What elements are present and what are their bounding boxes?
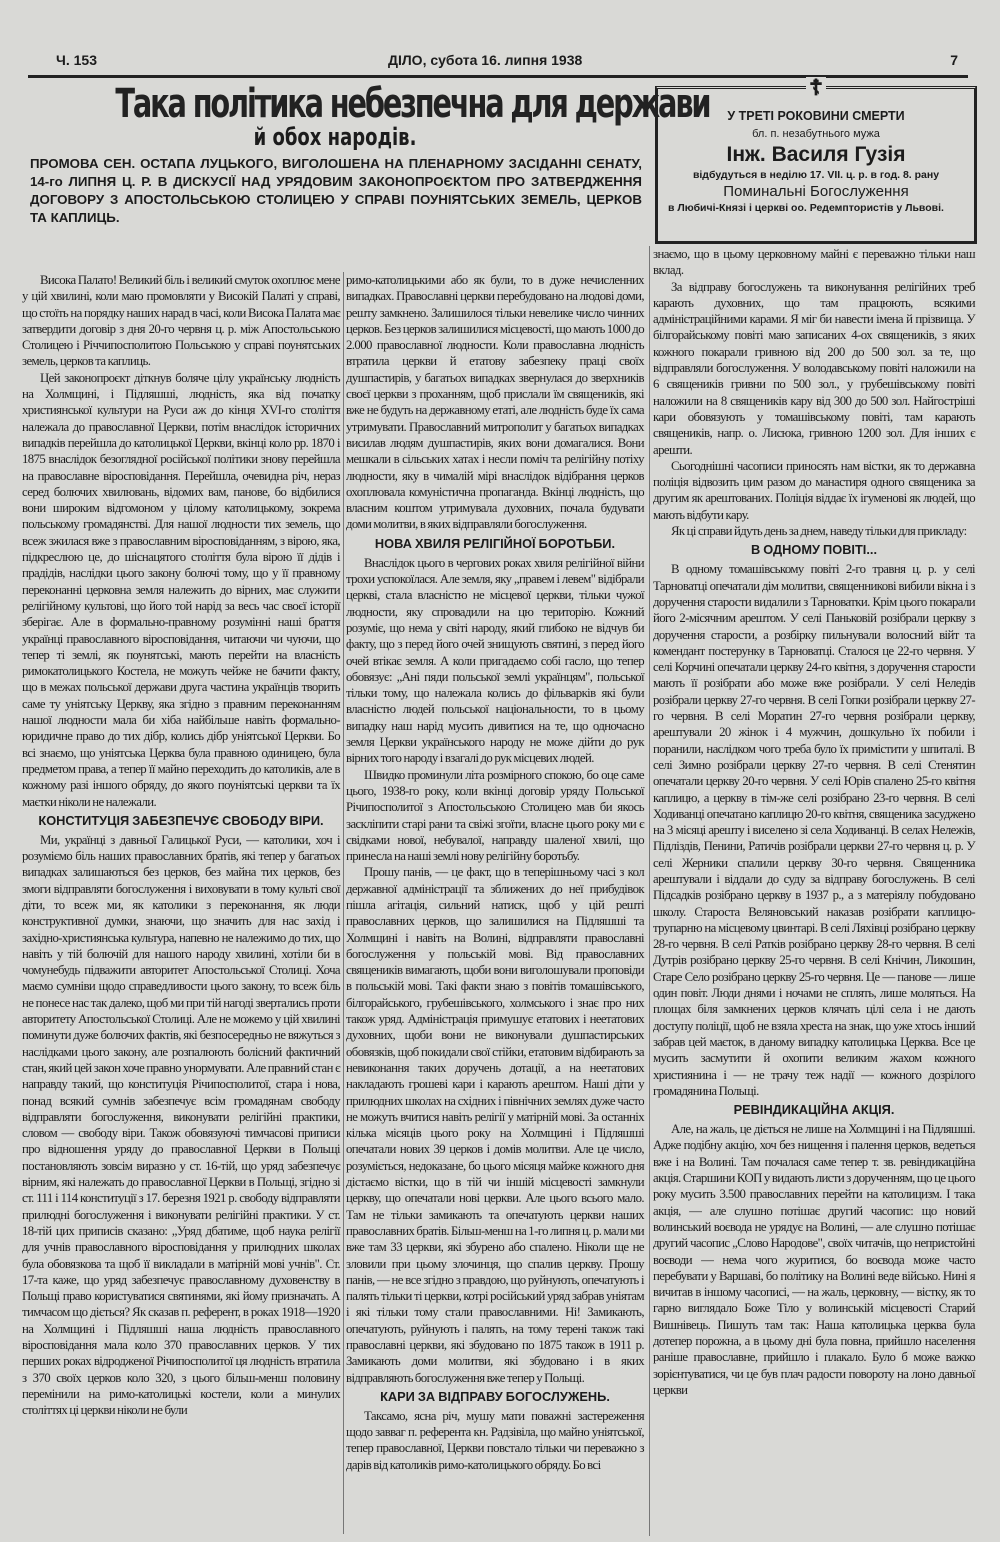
memorial-notice xyxy=(655,75,977,244)
article-title: Така політика небезпечна для держави xyxy=(115,81,710,127)
paragraph: знаємо, що в цьому церковному майні є переважно тільки наш вклад. xyxy=(653,247,975,278)
header-rule xyxy=(28,75,968,78)
section-heading: РЕВІНДИКАЦІЙНА АКЦІЯ. xyxy=(733,1102,895,1118)
page-header xyxy=(28,52,968,72)
notice-line: бл. п. незабутнього мужа xyxy=(752,128,880,140)
paper-date: ДІЛО, субота 16. липня 1938 xyxy=(388,52,583,68)
column-2 xyxy=(346,272,644,1473)
issue-number: Ч. 153 xyxy=(56,52,97,68)
notice-line: У ТРЕТІ РОКОВИНИ СМЕРТИ xyxy=(727,109,905,123)
paragraph: За відправу богослужень та виконування релігійних треб карають духовних, що там працюють, всякими адміністраційними карами. Я міг би навести імена й прізвища. У білгорайському повіті маю записаних 4-ох священиків, з яких кожного покарали гривною від 200 до 500 зол. за те, що відправляли богослуження. У володавському повіті наложили на 6 священиків гривни по 500 зол., у грубешівському повіті наложили на 8 священиків кару від 300 до 500 зол. Найгостріші кари обовязують у томашівському повіті, там карають священиків, напр. о. Лисюка, гривною 1200 зол. Для інших є арешти. xyxy=(653,279,975,457)
page-number: 7 xyxy=(950,52,958,68)
notice-service: Поминальні Богослуження xyxy=(723,183,909,200)
section-heading: КОНСТИТУЦІЯ ЗАБЕЗПЕЧУЄ СВОБОДУ ВІРИ. xyxy=(38,812,324,828)
paragraph: Але, на жаль, це діється не лише на Холмщині і на Підляшші. Адже подібну акцію, хоч без нищення і палення церков, ведеться вже і на Волині. Там почалася саме тепер т. зв. ревіндикаційна акція. Старшини КОП у видають листи з дорученням, що це цього року мусить 3.500 православних перейти на католицизм. І така акція, — але слушно потішає другий часопис: що новий волинський воєвода не урядує на Волині, — але слушно потішає другий часопис „Слово Народове", своїх читачів, що непристойні воєводи — нема чого журитися, бо воєвода може часто перебувати у Варшаві, бо політику на Волині веде військо. Нині я вичитав в іншому часописі, — на жаль, церковну, — вістку, як то гарно виглядало Боже Тіло у волинській місцевості Старий Вишнівець. Пишуть там так: Наша католицька церква була дотепер порожна, а в цьому дні була повна, прийшло населення раніше православне, прийшло і плакало. Було б може важко зорієнтуватися, чи це був плач радости повороту на лоно давньої церкви xyxy=(653,1122,975,1397)
paragraph: Цей законопроєкт діткнув боляче цілу українську людність на Холмщині, і Підляшші, людність, яка від початку християнської культури на Руси аж до кінця XVI-го століття належала до православної Церкви, потім внаслідок історичних випадків перейшла до католицької Церкви, вкінці коло рр. 1870 і 1875 внаслідок безоглядної російської політики знову перейшла на православне віросповідання. Перейшла, очевидна річ, нераз серед болючих хвилювань, відомих вам, панове, бо відбилися вони широким відгомоном у цілому католицькому, зокрема польському громадянстві. Для нашої людности тих земель, що всеж зжилася вже з православним віросповіданням, з вірою, яка, підкреслюю це, до шіснацятого століття була вірою її дідів і прадідів, наслідки цього закону болючі тому, що у її правному переконанні церковна земля належить до вірних, має служити релігійному культові, що його той нарід за весь час своєї історії зберігає. Але в формально-правному розумінні наші браття українці православного віросповідання, читаючи чи чуючи, що тепер ті землі, як поунятські, мають перейти на власність римокатолицького Костела, не можуть чейже не бачити факту, що в межах польської держави друга частина українців творить саме ту уніятську Церкву, яка згідно з правним переконанням нашої людности мала би хіба найбільше навіть формально-юридичне право до тих дібр, колись дібр уніятської Церкви. Бо всі знаємо, що уніятська Церква була правною одиницею, була предметом права, а тепер її майно переходить до католиків, але в кожному разі іншого обряду, до якого поуніятські церкви та їх маєтки ніколи не належали. xyxy=(22,370,340,809)
column-1 xyxy=(22,272,340,1418)
paragraph: В одному томашівському повіті 2-го травня ц. р. у селі Тарноватці опечатали дім молитви, священникові вибили вікна і з доручення старости видалили з Тарноватки. Крім цього покарали його 2-місячним арештом. У селі Паньковій розібрали церкву з доручення старости, а розбірку пильнували волосний війт та комендант постерунку в Тарноватці. Сталося це 22-го червня. У селі Корчині опечатали церкву 24-го квітня, з доручення старости мають її розібрати або може вже розібрали. У селі Неледів розібрали церкву 27-го червня. В селі Гопки розібрали церкву 27-го червня. В селі Моратин 27-го червня розібрали церкву, арештували 20 жінок і 4 мужчин, дошкульно їх побили і поранили, наслідком чого треба було їх примістити у шпиталі. В селі Зимно розібрали церкву 27-го червня. В селі Стенятин опечатали церкву 20-го червня. У селі Юрів спалено 25-го квітня каплицю, а церкву в тім-же селі розібрано 23-го червня. В селі Ходиванці опечатано каплицю 20-го квітня, священика засуджено на 3 місяці арешту і виселено зі села Ходиванці. В селах Нележів, Підліздів, Пенини, Ратичів розібрали церкви 27-го червня ц. р. У селі Жерники спалили церкву 30-го червня. Священника арештували і віддали до суду за відправу богослужень. В селі Підсадків розібрано церкву в 1937 р., а з матеріялу побудовано школу. Староста Веляновський наказав розібрати каплицю-трупарню на місцевому цвинтарі. В селі Ляхівці розібрано церкву 28-го червня. В селі Ратків розібрано церкву 28-го червня. В селі Дутрів розібрано церкву 25-го червня. В селі Кнічин, Ликошин, Старе Село розібрано церкву 25-го червня. Це — панове — лише один повіт. Люди днями і ночами не сплять, лише моляться. На площах біля замкнених церков клячать цілі села і не дають доступу поліції, щоб не взяла хреста на знак, що уже хтось інший забрав цей маєток, в даному випадку католицька Церква. Все це мусить засмутити й охопити великим жахом кожного християнина і — не трачу теж надії — кожного дозрілого громадянина Польщі. xyxy=(653,562,975,1098)
section-heading: КАРИ ЗА ВІДПРАВУ БОГОСЛУЖЕНЬ. xyxy=(380,1388,610,1404)
paragraph: Сьогоднішні часописи приносять нам вістки, як то державна поліція відвозить цим разом до манастиря одного священика за другим як арештованих. Поліція віддає їх ігуменові як людей, що мають відбути кару. xyxy=(653,458,975,522)
paragraph: Як ці справи йдуть день за днем, наведу тільки для прикладу: xyxy=(671,524,967,539)
paragraph: римо-католицькими або як були, то в дуже нечисленних випадках. Православні церкви перебудовано на людові доми, решту замкнено. Залишилося тільки невелике число чинних церков. Без церков залишилися місцевості, що мають 1000 до 2.000 православної людности. Коли православна людність втратила церкви й етатову забезпеку праці своїх душпастирів, у багатьох випадках звернулася до зверхників своєї церкви з проханням, щоб прислали їм священиків, які вже не будуть на державному етаті, але людність буде їх сама утримувати. Православний митрополит у багатьох випадках висилав людям душпастирів, яких вони домагалися. Вони мешкали в сільських хатах і несли поміч та релігійну потіху людности, яку в чималій мірі внаслідок відібрання церков охоплювала комуністична пропаганда. Вкінці людність, що власним коштом утримувала духовних, почала будувати доми молитви, в яких відправляли богослуження. xyxy=(346,273,644,532)
column-divider xyxy=(649,246,650,1536)
orthodox-cross-icon: ☦ xyxy=(806,77,826,99)
notice-name: Інж. Василя Гузія xyxy=(726,143,906,166)
paragraph: Таксамо, ясна річ, мушу мати поважні застереження щодо завваг п. референта кн. Радзівіла, що майно уніятської, тепер православної, Церкви повстало тільки чи переважно з дарів від католиків римо-католицького обряду. Бо всі xyxy=(346,1408,644,1472)
column-divider xyxy=(343,272,344,1534)
notice-place: в Любичі-Князі і церкві оо. Редемптористів у Львові. xyxy=(668,202,944,214)
article-subtitle: й обох народів. xyxy=(253,123,417,151)
paragraph: Прошу панів, — це факт, що в теперішньому часі з кол державної адміністрації та зближених до неї прибудівок пішла агітація, сильний натиск, щоб у цій решті православних церков, що залишилися на Підляшші та Холмщині і навіть на Волині, відправляти православні богослуження у польській мові. Від православних священиків вимагають, щоби вони виголошували проповіди в польській мові. Такі факти знаю з повітів томашівського, білгорайського, грубешівського, холмського і знає про них також уряд. Адміністрація примушує етатових і неетатових духовних, щоби вони не виконували душпастирських обовязків, щоб покидали свої стійки, етатовим відбирають за невиконання таких доручень дотації, а на неетатових накладають грошеві кари і карають арештом. Наші діти у прилюдних школах на східних і північних землях дуже часто не можуть вчитися навіть релігії у матірній мові. За останніх кілька місяців цього року на Холмщині і Підляшші опечатали нових 39 церков і домів молитви. Але це число, розуміється, недоказане, бо цього місяця майже кожного дня дістаємо вістки, що в тій чи іншій місцевості замкнули церкву, що опечатали нові церкви. Але цього всього мало. Там не тільки замикають та опечатують церкви наших православних братів. Більш-менш на 1-го липня ц. р. мали ми вже там 33 церкви, які збурено або спалено. Ніколи ще не зловили при цьому злочинця, що спалив церкву. Прошу панів, — не все згідно з правдою, що руйнують, опечатують і палять тільки ті церкви, котрі російський уряд забрав уніятам і які тільки тому стали православними. Ні! Замикають, опечатують, руйнують і палять, на тому терені також такі православні церкви, які збудовано по 1875 також в 1911 р. Замикають доми молитви, які збудовано і в яких відправляють богослуження вже тепер у Польщі. xyxy=(346,865,644,1385)
section-heading: В ОДНОМУ ПОВІТІ... xyxy=(750,542,878,558)
paragraph: Висока Палато! Великий біль і великий смуток охоплює мене у цій хвилині, коли маю промовляти у Високій Палаті у справі, що стоїть на порядку наших нарад в часі, коли Висока Палата має затвердити договір з дня 20-го червня ц. р. між Апостольською Столицею і Річчипосполитою Польською у справі поунятських земель, церков та каплиць. xyxy=(22,273,340,369)
article-lead: ПРОМОВА СЕН. ОСТАПА ЛУЦЬКОГО, ВИГОЛОШЕНА НА ПЛЕНАРНОМУ ЗАСІДАННІ СЕНАТУ, 14-го ЛИПНЯ Ц. Р. В ДИСКУСІЇ НАД УРЯДОВИМ ЗАКОНОПРОЄКТОМ ПРО ЗАТВЕРДЖЕННЯ ДОГОВОРУ З АПОСТОЛЬСЬКОЮ СТОЛИЦЕЮ У СПРАВІ ПОУНІЯТСЬКИХ ЗЕМЕЛЬ, ЦЕРКОВ ТА КАПЛИЦЬ. xyxy=(30,156,642,225)
paragraph: Ми, українці з давньої Галицької Руси, — католики, хоч і розуміємо біль наших православних братів, які тепер у багатьох випадках залишаються без церков, без майна тих церков, без змоги відправляти богослуження і виховувати в тому культі свої діти, то всеж ми, як католики з переконання, як люди конструктивної думки, знаючи, що значить для нас захід і західно-християнська культура, напевно не належимо до тих, що навіть у тій болючій для нашого народу хвилині, хотіли би в чомунебудь підважити авторитет Апостольської Столиці. Хоча маємо сумніви щодо справедливости цього закону, то всеж біль не понесе нас так далеко, щоб ми при тій нагоді звертались проти авторитету Апостольської Столиці. Але не можемо у цій хвилині поминути дуже болючих фактів, які безпосередньо не вяжуться з наслідками цього закону, але розпалюють болісний фактичний стан, який цей закон хоче правно унормувати. Але правний стан є направду такий, що конституція Річипосполитої, стара і нова, понад всякий сумнів забезпечує всім громадянам свободу відправляти богослуження, виконувати релігійні практики, словом — свободу віри. Також обовязуючі тимчасові приписи про відношення уряду до православної Церкви в Польщі постановляють зовсім виразно у ст. 16-тій, що уряд забезпечує вірним, які належать до православної Церкви в Польщі, згідно зі ст. 111 і 114 конституції з 17. березня 1921 р. свободу відправляти прилюдні богослуження і виконувати релігійні практики. У ст. 18-тій цих приписів сказано: „Уряд дбатиме, щоб наука релігії для учнів православного віросповідання у прилюдних школах була обовязкова та щоб її викладали в матірній мові учнів". Ст. 17-та каже, що уряд забезпечує православному духовенству в Польщі право користуватися святинями, які йому призначать. А тимчасом що діється? Як сказав п. референт, в роках 1918—1920 на Холмщині і Підляшші наша людність православного віросповідання мала коло 370 православних церков. У тих перших роках відродженої Річипосполитої ця людність втратила з 370 своїх церков коло 320, з цього більш-менш половину перемінили на римо-католицькі костели, коли а минулих століттях ці церкви ніколи не були xyxy=(22,832,340,1418)
column-3 xyxy=(653,246,975,1398)
paragraph: Швидко проминули літа розмірного спокою, бо оце саме цього, 1938-го року, коли вкінці договір уряду Польської Річипосполитої з Апостольською Столицею мав би якось заскліпити старі рани та свіжі згоїти, власне цього року ми є свідками нової, небувалої, направду шаленої хвилі, що принесла на наші землі нову релігійну боротьбу. xyxy=(346,767,644,864)
paragraph: Внаслідок цього в чергових роках хвиля релігійної війни трохи успокоїлася. Але земля, яку „правем і левем" відібрали церкві, стала власністю не місцевої церкви, тільки чужої людности, яку спровадили на цю територію. Кожний розуміє, що нема у світі народу, який глибоко не відчув би факту, що з перед його очей знищують святині, з перед його очей втікає земля. А коли пригадаємо собі гасло, що тепер обовязує: „Ані пяди польської землі українцям", польської тільки тому, що належала колись до фільварків які були власністю людей польської національности, то в цьому випадку наш нарід мусить дивитися на те, що одночасно земля Церкви українського народу не може дійти до рук вірних того народу і взагалі до рук місцевих людей. xyxy=(346,555,644,766)
notice-line: відбудуться в неділю 17. VII. ц. р. в год. 8. рану xyxy=(692,169,940,181)
section-heading: НОВА ХВИЛЯ РЕЛІГІЙНОЇ БОРОТЬБИ. xyxy=(374,535,616,551)
